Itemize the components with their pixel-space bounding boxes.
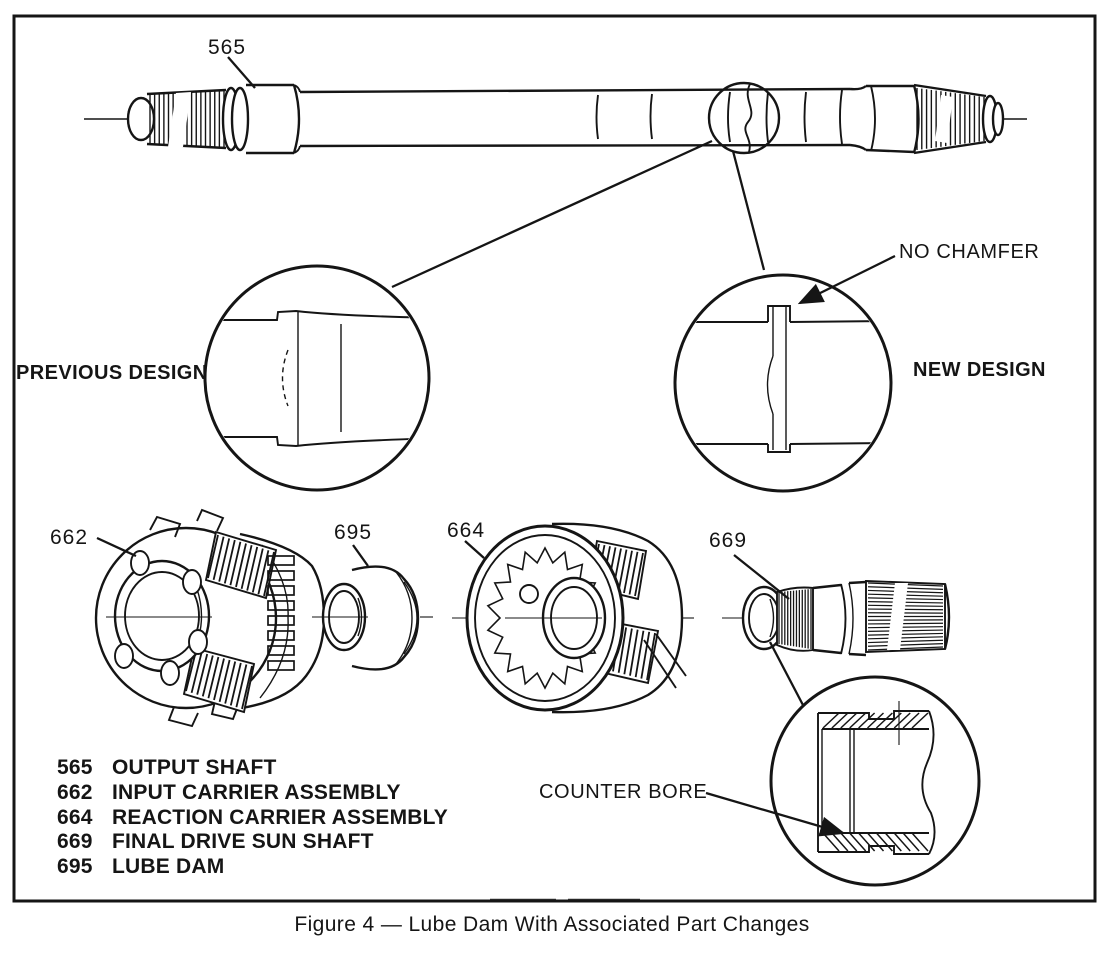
legend-part-name: OUTPUT SHAFT [112, 756, 277, 779]
lube-dam-groove-break [745, 84, 751, 152]
callout-669: 669 [709, 529, 748, 552]
sun-shaft-detail-leader [770, 642, 804, 707]
legend-item [57, 830, 448, 855]
legend-item [57, 756, 448, 781]
previous-design-label: PREVIOUS DESIGN [16, 362, 208, 384]
legend-part-name: INPUT CARRIER ASSEMBLY [112, 780, 401, 804]
legend-part-number: 664 [57, 805, 93, 829]
parts-legend [57, 756, 448, 880]
reaction-carrier-drawing [452, 524, 694, 712]
previous-detail-leader [392, 141, 712, 287]
legend-part-number: 662 [57, 780, 93, 804]
sun-shaft-drawing [722, 581, 949, 655]
legend-item [57, 781, 448, 806]
callout-664-leader [465, 541, 484, 558]
counter-bore-label: COUNTER BORE [539, 781, 708, 803]
legend-part-name: FINAL DRIVE SUN SHAFT [112, 830, 374, 854]
callout-662: 662 [50, 526, 89, 549]
legend-part-name: REACTION CARRIER ASSEMBLY [112, 805, 448, 829]
new-design-detail [675, 256, 895, 491]
no-chamfer-label: NO CHAMFER [899, 241, 1040, 263]
callout-695: 695 [334, 521, 373, 544]
legend-part-name: LUBE DAM [112, 855, 225, 879]
lube-dam-drawing [312, 567, 433, 670]
counter-bore-detail [706, 642, 979, 885]
legend-part-number: 695 [57, 855, 93, 879]
sun-shaft-spline-collar [777, 588, 813, 651]
previous-design-detail [200, 266, 440, 490]
legend-part-number: 669 [57, 830, 93, 854]
new-detail-leader [733, 151, 764, 270]
shaft-detail-circle [709, 83, 779, 153]
legend-part-number: 565 [57, 756, 93, 779]
callout-565-leader [228, 57, 255, 88]
callout-565: 565 [208, 36, 247, 59]
input-carrier-drawing [96, 510, 324, 726]
callout-695-leader [353, 545, 368, 566]
new-design-label: NEW DESIGN [913, 359, 1046, 381]
figure-caption: Figure 4 — Lube Dam With Associated Part Changes [294, 913, 810, 936]
callout-664: 664 [447, 519, 486, 542]
output-shaft-drawing [84, 83, 1027, 153]
legend-item [57, 855, 448, 880]
legend-item [57, 806, 448, 831]
